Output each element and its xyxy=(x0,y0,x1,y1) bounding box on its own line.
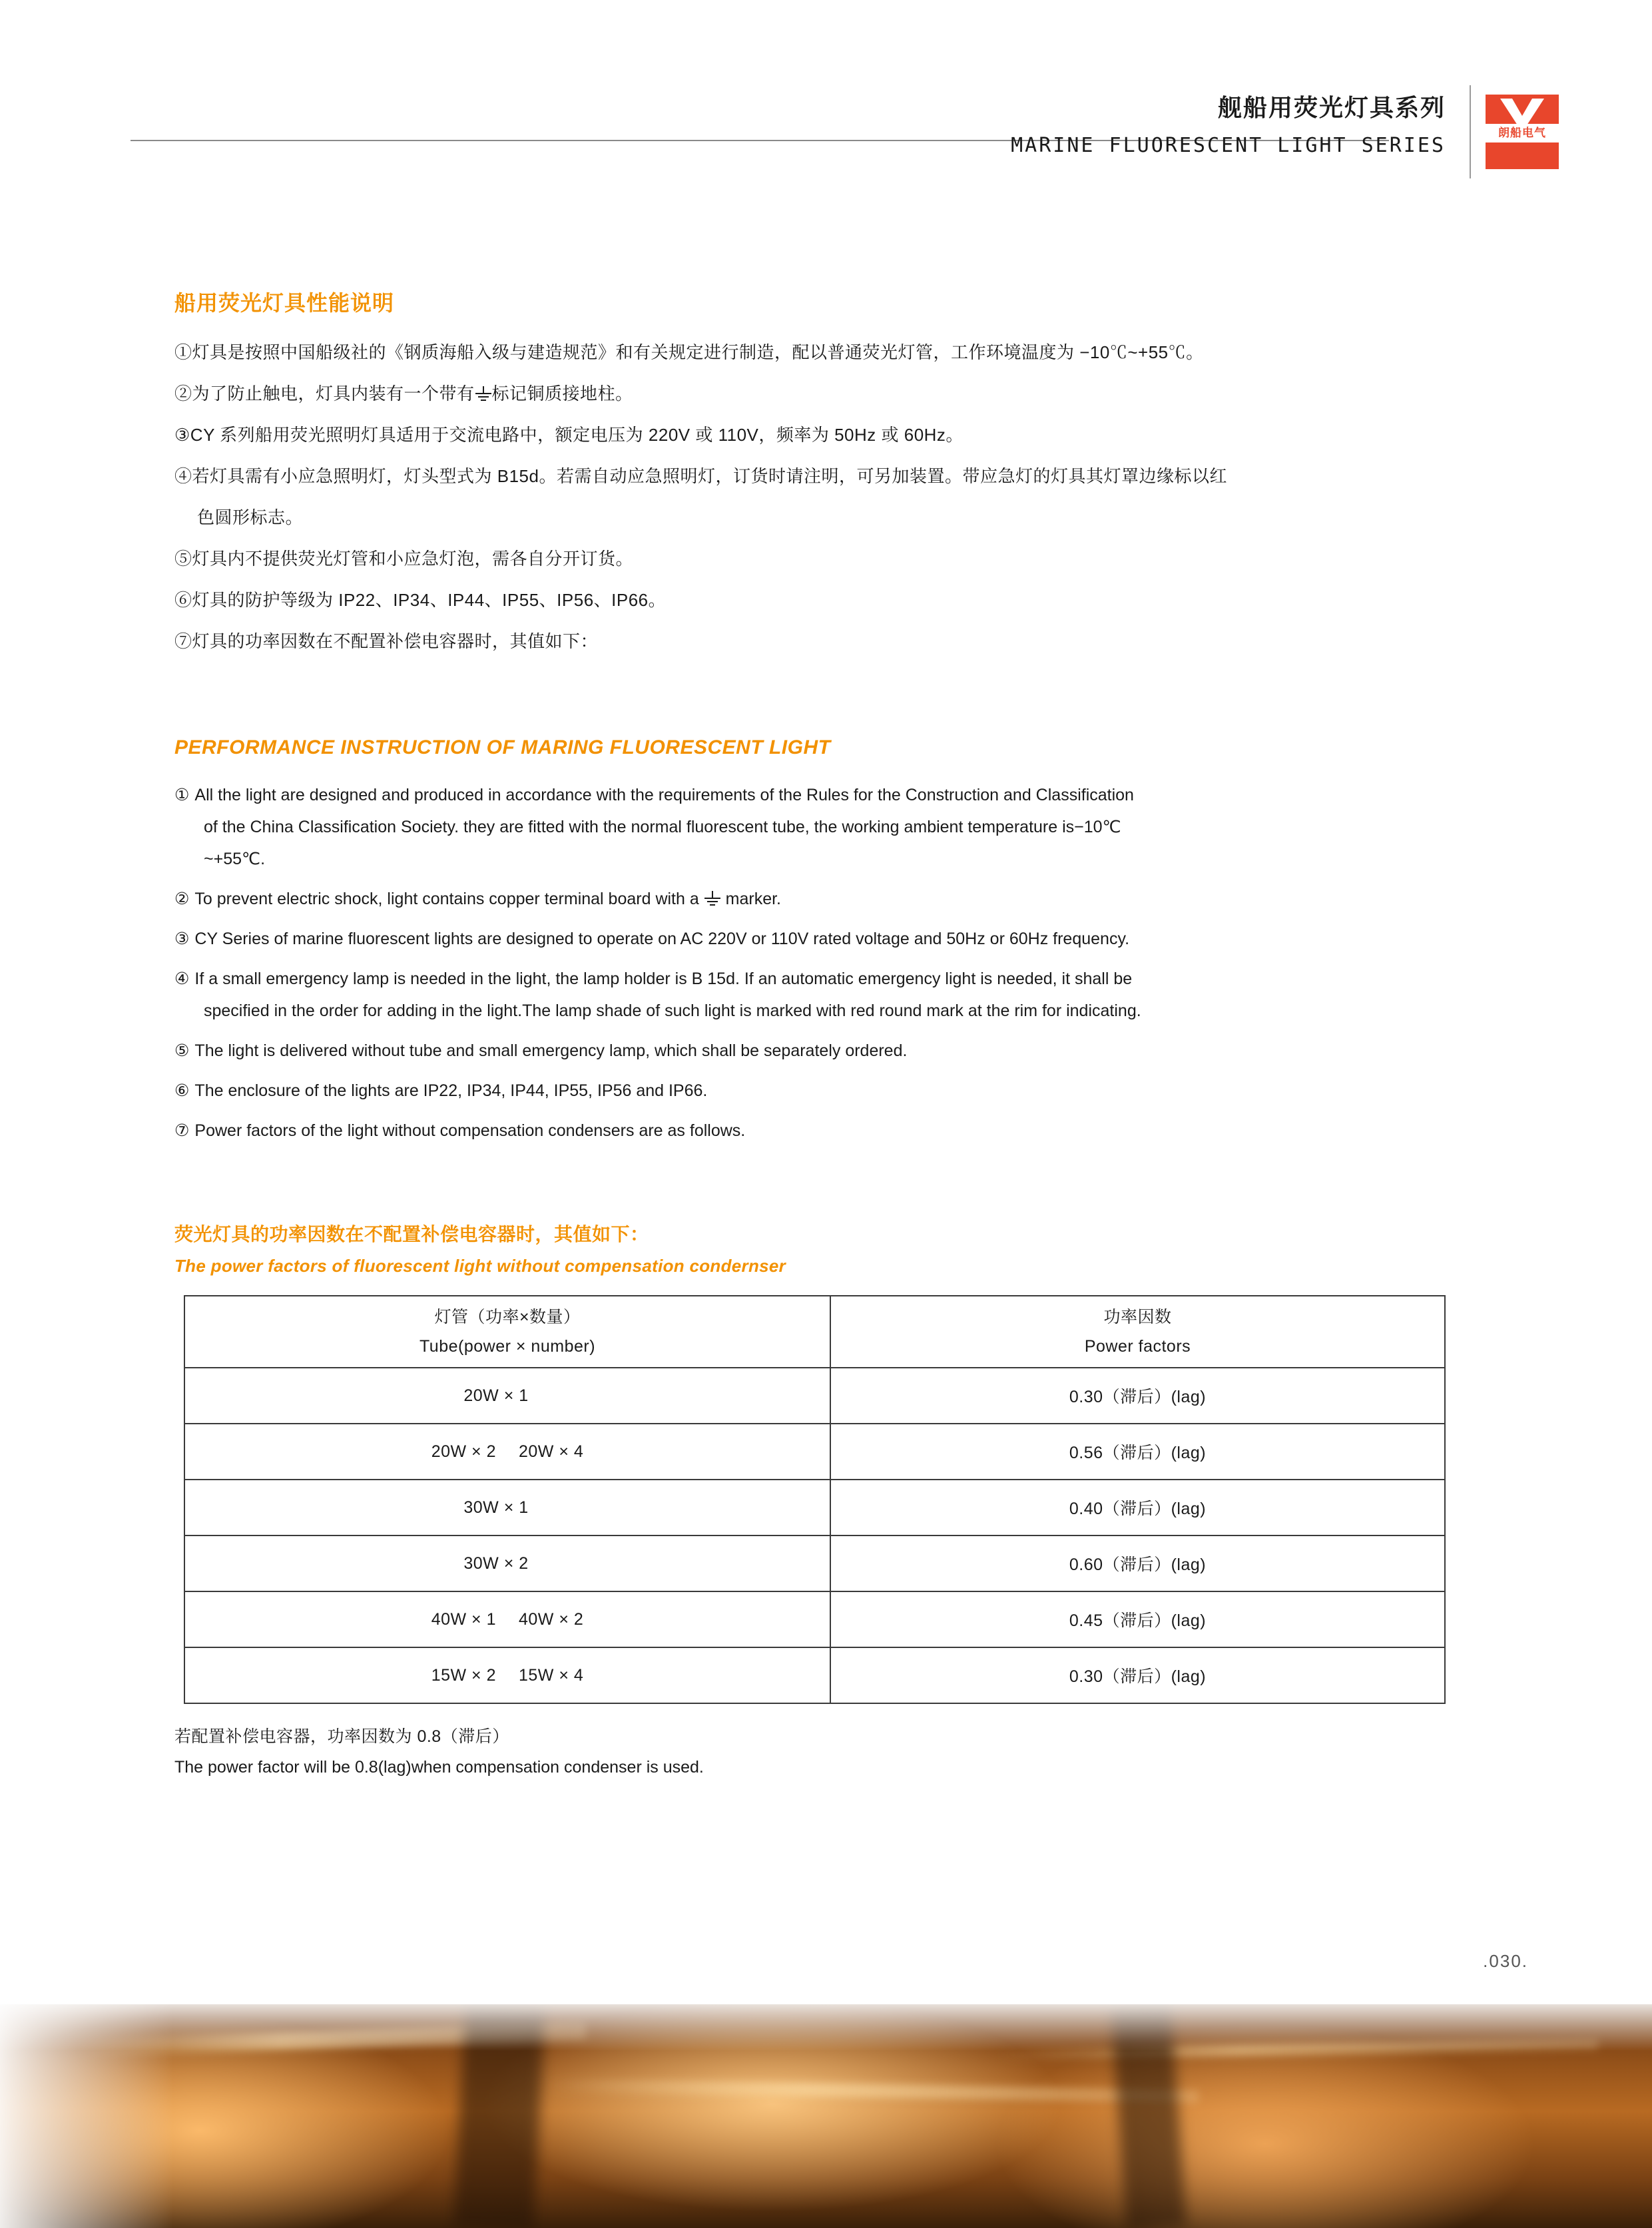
en-item-1-number: ① xyxy=(174,786,190,804)
table-cell-tube xyxy=(184,1424,830,1480)
tube-value-2: 40W × 2 xyxy=(519,1609,584,1629)
en-item-1 xyxy=(174,779,1466,875)
en-item-2 xyxy=(174,883,1466,915)
en-item-2-suffix: marker. xyxy=(725,890,782,908)
en-item-2-prefix: To prevent electric shock, light contains copper terminal board with a xyxy=(194,890,699,908)
en-item-2-number: ② xyxy=(174,890,190,908)
table-cell-pf: 0.30（滞后）(lag) xyxy=(830,1647,1445,1703)
table-note-en: The power factor will be 0.8(lag)when compensation condenser is used. xyxy=(174,1758,704,1777)
en-item-5-line1: The light is delivered without tube and small emergency lamp, which shall be separately ordered. xyxy=(194,1041,908,1060)
tube-value: 30W × 1 xyxy=(463,1498,529,1517)
cn-item-2-suffix: 标记铜质接地柱。 xyxy=(491,384,633,404)
company-logo xyxy=(1486,95,1559,169)
en-item-4-line2: specified in the order for adding in the light.The lamp shade of such light is marked with red round mark at the rim for indicating. xyxy=(204,1001,1141,1020)
cn-item-4: ④若灯具需有小应急照明灯，灯头型式为 B15d。若需自动应急照明灯，订货时请注明，可另加装置。带应急灯的灯具其灯罩边缘标以红 xyxy=(174,466,1227,486)
table-cell-tube xyxy=(184,1535,830,1591)
table-cell-tube xyxy=(184,1368,830,1424)
table-header-cell-tube xyxy=(184,1296,830,1368)
photo-top-fade xyxy=(0,2004,1652,2051)
tube-value: 20W × 1 xyxy=(463,1386,529,1405)
en-item-7 xyxy=(174,1115,1466,1147)
document-content xyxy=(174,286,1466,1783)
table-row xyxy=(184,1535,1445,1591)
en-item-1-line1: All the light are designed and produced in accordance with the requirements of the Rules for the Construction and Classification xyxy=(194,786,1134,804)
en-item-1-line3: ~+55℃. xyxy=(204,850,266,868)
cn-item-5: ⑤灯具内不提供荧光灯管和小应急灯泡，需各自分开订货。 xyxy=(174,549,634,569)
section-title-en: PERFORMANCE INSTRUCTION OF MARING FLUORESCENT LIGHT xyxy=(174,736,831,758)
bottom-photo-band xyxy=(0,2004,1652,2228)
tube-value-2: 15W × 4 xyxy=(519,1665,584,1685)
table-heading-cn: 荧光灯具的功率因数在不配置补偿电容器时，其值如下： xyxy=(174,1224,649,1245)
tube-value: 40W × 1 xyxy=(431,1609,496,1629)
tube-value-2: 20W × 4 xyxy=(519,1442,584,1461)
cn-item-1: ①灯具是按照中国船级社的《钢质海船入级与建造规范》和有关规定进行制造，配以普通荧光灯管，工作环境温度为 −10℃~+55℃。 xyxy=(174,342,1204,362)
section-title-cn: 船用荧光灯具性能说明 xyxy=(174,291,395,315)
table-cell-pf: 0.40（滞后）(lag) xyxy=(830,1480,1445,1535)
cn-item-2-prefix: ②为了防止触电，灯具内装有一个带有 xyxy=(174,384,475,404)
table-header-cell-pf xyxy=(830,1296,1445,1368)
table-header-row xyxy=(184,1296,1445,1368)
cn-item-4-cont: 色圆形标志。 xyxy=(197,507,304,527)
tube-value: 20W × 2 xyxy=(431,1442,496,1461)
en-item-6 xyxy=(174,1075,1466,1107)
en-item-4-number: ④ xyxy=(174,970,190,988)
cn-item-3: ③CY 系列船用荧光照明灯具适用于交流电路中，额定电压为 220V 或 110V，频率为 50Hz 或 60Hz。 xyxy=(174,425,964,445)
en-item-5-number: ⑤ xyxy=(174,1041,190,1060)
en-item-3 xyxy=(174,923,1466,955)
table-cell-pf: 0.45（滞后）(lag) xyxy=(830,1591,1445,1647)
page-number: .030. xyxy=(1483,1951,1528,1971)
table-row xyxy=(184,1424,1445,1480)
tube-value: 15W × 2 xyxy=(431,1665,496,1685)
power-factor-table xyxy=(184,1295,1446,1704)
table-row xyxy=(184,1480,1445,1535)
cn-item-6: ⑥灯具的防护等级为 IP22、IP34、IP44、IP55、IP56、IP66。 xyxy=(174,590,667,610)
table-row xyxy=(184,1647,1445,1703)
page-header xyxy=(0,79,1652,185)
table-cell-pf: 0.60（滞后）(lag) xyxy=(830,1535,1445,1591)
en-item-4-line1: If a small emergency lamp is needed in the light, the lamp holder is B 15d. If an automatic emergency light is needed, it shall be xyxy=(194,970,1133,988)
ground-symbol-icon xyxy=(475,386,492,402)
table-row xyxy=(184,1591,1445,1647)
table-header-pf-cn: 功率因数 xyxy=(1103,1308,1172,1326)
header-title-cn: 舰船用荧光灯具系列 xyxy=(1217,94,1446,121)
en-item-3-number: ③ xyxy=(174,930,190,948)
header-title-en: MARINE FLUORESCENT LIGHT SERIES xyxy=(1011,134,1446,157)
table-cell-pf: 0.30（滞后）(lag) xyxy=(830,1368,1445,1424)
header-vertical-separator xyxy=(1470,85,1471,178)
cn-item-7: ⑦灯具的功率因数在不配置补偿电容器时，其值如下： xyxy=(174,631,599,651)
en-item-5 xyxy=(174,1035,1466,1067)
table-header-tube-cn: 灯管（功率×数量） xyxy=(434,1308,581,1326)
en-item-7-line1: Power factors of the light without compensation condensers are as follows. xyxy=(194,1121,746,1140)
table-header-pf-en: Power factors xyxy=(1084,1337,1191,1356)
en-item-6-line1: The enclosure of the lights are IP22, IP34, IP44, IP55, IP56 and IP66. xyxy=(194,1081,708,1100)
en-item-1-line2: of the China Classification Society. they are fitted with the normal fluorescent tube, the working ambient temperature is−10℃ xyxy=(204,818,1121,836)
table-cell-tube xyxy=(184,1480,830,1535)
table-cell-pf: 0.56（滞后）(lag) xyxy=(830,1424,1445,1480)
table-note-cn: 若配置补偿电容器，功率因数为 0.8（滞后） xyxy=(174,1727,509,1746)
en-item-4 xyxy=(174,963,1466,1027)
ground-symbol-icon xyxy=(704,891,721,907)
table-header-tube-en: Tube(power × number) xyxy=(419,1337,596,1356)
table-cell-tube xyxy=(184,1591,830,1647)
cn-item-2 xyxy=(174,373,1466,414)
en-item-7-number: ⑦ xyxy=(174,1121,190,1140)
table-row xyxy=(184,1368,1445,1424)
header-title-group xyxy=(1011,91,1446,166)
table-cell-tube xyxy=(184,1647,830,1703)
logo-text: 朗船电气 xyxy=(1498,127,1546,139)
en-item-3-line1: CY Series of marine fluorescent lights are designed to operate on AC 220V or 110V rated voltage and 50Hz or 60Hz frequency. xyxy=(194,930,1130,948)
tube-value: 30W × 2 xyxy=(463,1553,529,1573)
table-heading-en: The power factors of fluorescent light without compensation condernser xyxy=(174,1256,786,1276)
en-instruction-list xyxy=(174,779,1466,1147)
en-item-6-number: ⑥ xyxy=(174,1081,190,1100)
cn-instruction-list xyxy=(174,332,1466,662)
